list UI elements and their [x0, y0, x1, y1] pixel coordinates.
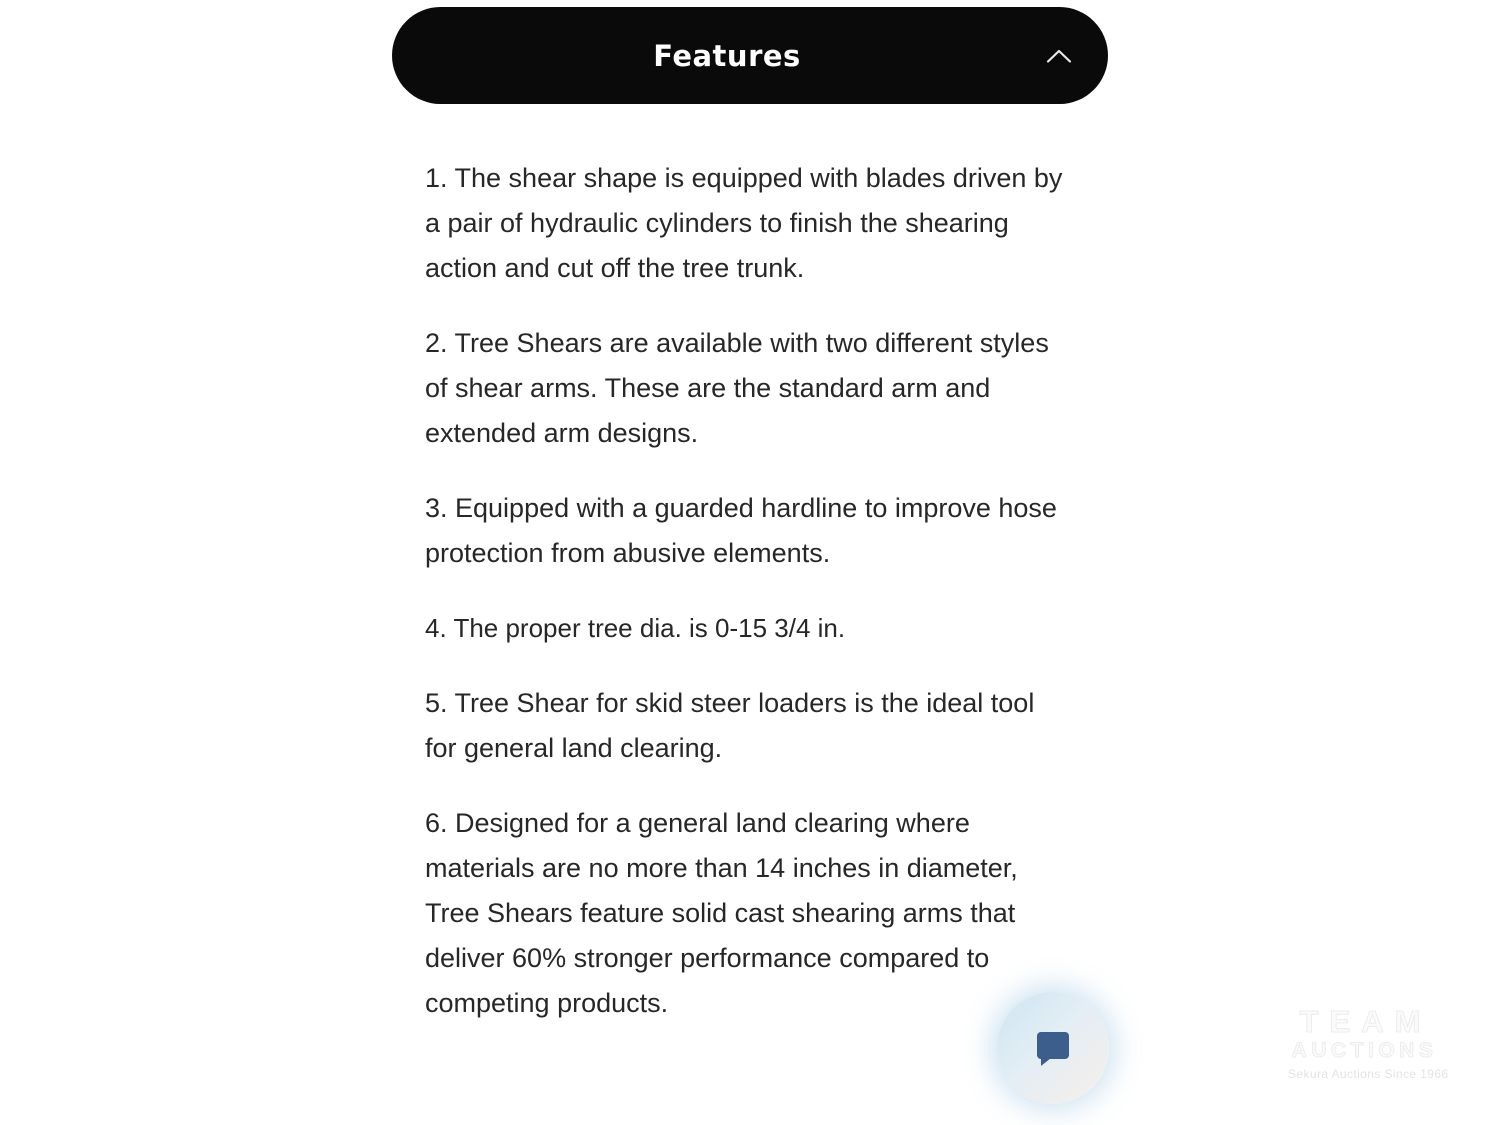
chevron-up-icon[interactable] [1046, 48, 1072, 63]
feature-item-5: 5. Tree Shear for skid steer loaders is the ideal tool for general land clearing. [425, 688, 1035, 763]
feature-item-4: 4. The proper tree dia. is 0-15 3/4 in. [425, 613, 846, 643]
watermark-auctions: AUCTIONS [1291, 1039, 1438, 1062]
chat-bubble-icon [1033, 1030, 1073, 1067]
chat-launcher-button[interactable] [997, 992, 1109, 1104]
feature-item-3: 3. Equipped with a guarded hardline to improve hose protection from abusive elements. [425, 493, 1057, 568]
features-accordion-header[interactable] [392, 7, 1108, 104]
team-auctions-watermark [1288, 1004, 1449, 1082]
accordion-title: Features [653, 38, 801, 73]
watermark-tagline: Sekura Auctions Since 1966 [1288, 1067, 1449, 1081]
features-content [425, 156, 1070, 1056]
feature-item-2: 2. Tree Shears are available with two different styles of shear arms. These are the standard arm and extended arm designs. [425, 328, 1049, 448]
feature-item-1: 1. The shear shape is equipped with blades driven by a pair of hydraulic cylinders to finish the shearing action and cut off the tree trunk. [425, 163, 1063, 283]
watermark-team: TEAM [1299, 1004, 1432, 1039]
feature-item-6: 6. Designed for a general land clearing where materials are no more than 14 inches in diameter, Tree Shears feature solid cast shearing arms that deliver 60% stronger performance compared to competing products. [425, 808, 1018, 1018]
